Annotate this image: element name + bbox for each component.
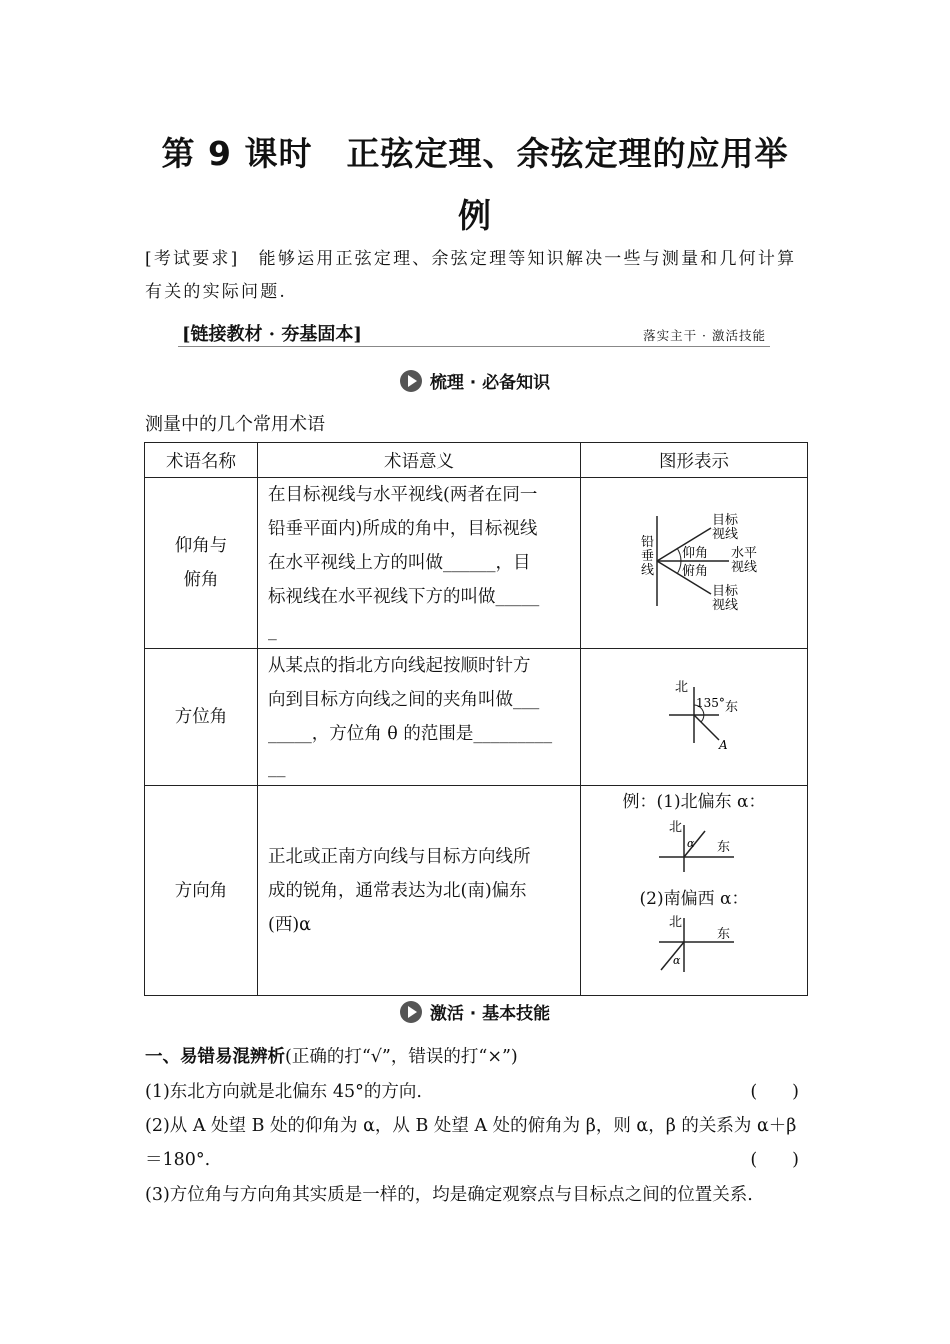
label-north: 北 (675, 679, 689, 695)
label-angle: 135° (696, 695, 725, 710)
label-target-top-2: 视线 (712, 526, 739, 542)
label-horizontal-1: 水平 (731, 545, 758, 561)
term-meaning (258, 786, 581, 996)
meaning-line: _____，方位角 θ 的范围是_________ (268, 724, 553, 744)
label-east: 东 (717, 840, 731, 855)
chapter-banner (178, 320, 770, 347)
label-north: 北 (669, 820, 683, 835)
term-name-line: 俯角 (183, 570, 219, 590)
terms-table (144, 442, 808, 996)
south-west-diagram (639, 914, 749, 974)
label-north: 北 (669, 915, 683, 930)
example-1-label: 例：(1)北偏东 α： (622, 792, 766, 812)
meaning-line: 从某点的指北方向线起按顺时针方 (268, 656, 531, 676)
meaning-line: 标视线在水平视线下方的叫做_____ (268, 587, 540, 607)
label-plumb-2: 垂 (641, 548, 655, 564)
meaning-line: (西)α (268, 914, 311, 935)
meaning-line: _ (268, 621, 277, 641)
table-heading: 测量中的几个常用术语 (145, 414, 325, 435)
meaning-line: 向到目标方向线之间的夹角叫做___ (268, 690, 540, 710)
term-meaning (258, 478, 581, 649)
elevation-depression-diagram (619, 506, 769, 616)
question-3-text: (3)方位角与方向角其实质是一样的，均是确定观察点与目标点之间的位置关系. (145, 1185, 753, 1205)
term-name-line: 方位角 (174, 707, 228, 727)
table-header-row (145, 443, 808, 478)
north-east-diagram (639, 817, 749, 879)
term-name-line: 方向角 (174, 880, 228, 901)
requirement-text-1: 能够运用正弦定理、余弦定理等知识解决一些与测量和几何计算 (239, 249, 797, 269)
label-plumb-1: 铅 (641, 534, 655, 550)
label-point-a: A (719, 737, 728, 752)
label-alpha: α (673, 954, 681, 967)
col-header-name: 术语名称 (145, 443, 258, 478)
exercise-heading-bold: 一、易错易混辨析 (145, 1047, 285, 1067)
question-1 (145, 1075, 807, 1109)
question-2 (145, 1109, 807, 1177)
label-elevation: 仰角 (682, 545, 709, 561)
meaning-line: 成的锐角，通常表达为北(南)偏东 (268, 880, 527, 901)
elevation-arc (677, 548, 681, 561)
question-1-text: (1)东北方向就是北偏东 45°的方向. (145, 1082, 422, 1102)
table-row (145, 649, 808, 786)
azimuth-diagram (639, 675, 749, 755)
question-2-text-1: (2)从 A 处望 B 处的仰角为 α，从 B 处望 A 处的俯角为 β，则 α，β 的关系为 α＋β (145, 1116, 797, 1136)
label-target-top-1: 目标 (712, 512, 739, 528)
banner-left-label: [链接教材 · 夯基固本] (182, 324, 362, 345)
example-2-label: (2)南偏西 α： (639, 889, 749, 909)
exercise-heading (145, 1040, 807, 1074)
term-meaning (258, 649, 581, 786)
label-depression: 俯角 (682, 563, 709, 579)
banner-right-label: 落实主干 · 激活技能 (643, 328, 766, 343)
meaning-line: __ (268, 758, 286, 778)
meaning-line: 铅垂平面内)所成的角中，目标视线 (268, 519, 538, 539)
depression-arc (677, 561, 681, 574)
exercise-heading-rest: (正确的打“√”，错误的打“×”) (285, 1047, 518, 1067)
question-2-text-2: ＝180°. (145, 1150, 211, 1170)
section-header-skills (0, 999, 950, 1024)
term-name (145, 649, 258, 786)
section-header-knowledge (0, 368, 950, 393)
requirement-text-2: 有关的实际问题. (145, 282, 288, 302)
section-title: 梳理 · 必备知识 (429, 373, 551, 393)
label-target-bottom-1: 目标 (712, 583, 739, 599)
term-name (145, 786, 258, 996)
term-figure (581, 649, 808, 786)
page-title-continued: 例 (458, 196, 492, 235)
meaning-line: 在水平视线上方的叫做______，目 (268, 553, 531, 573)
target-line (694, 715, 719, 740)
play-icon (400, 370, 422, 392)
meaning-line: 正北或正南方向线与目标方向线所 (268, 846, 531, 867)
label-east: 东 (717, 927, 731, 942)
answer-blank-2[interactable]: ( ) (750, 1150, 799, 1170)
label-east: 东 (725, 699, 739, 715)
question-3 (145, 1178, 807, 1212)
col-header-meaning: 术语意义 (258, 443, 581, 478)
play-icon (400, 1001, 422, 1023)
table-row (145, 478, 808, 649)
term-figure (581, 786, 808, 996)
label-horizontal-2: 视线 (731, 559, 758, 575)
meaning-line: 在目标视线与水平视线(两者在同一 (268, 485, 538, 505)
answer-blank-1[interactable]: ( ) (750, 1082, 799, 1102)
term-name (145, 478, 258, 649)
section-title: 激活 · 基本技能 (429, 1004, 551, 1024)
page-title: 第 9 课时 正弦定理、余弦定理的应用举 (161, 134, 789, 173)
term-figure (581, 478, 808, 649)
col-header-figure: 图形表示 (581, 443, 808, 478)
requirement-label: [考试要求] (145, 249, 240, 269)
label-plumb-3: 线 (641, 562, 655, 578)
label-alpha: α (687, 837, 695, 850)
exam-requirement (145, 243, 807, 309)
term-name-line: 仰角与 (174, 536, 228, 556)
table-row (145, 786, 808, 996)
label-target-bottom-2: 视线 (712, 597, 739, 613)
